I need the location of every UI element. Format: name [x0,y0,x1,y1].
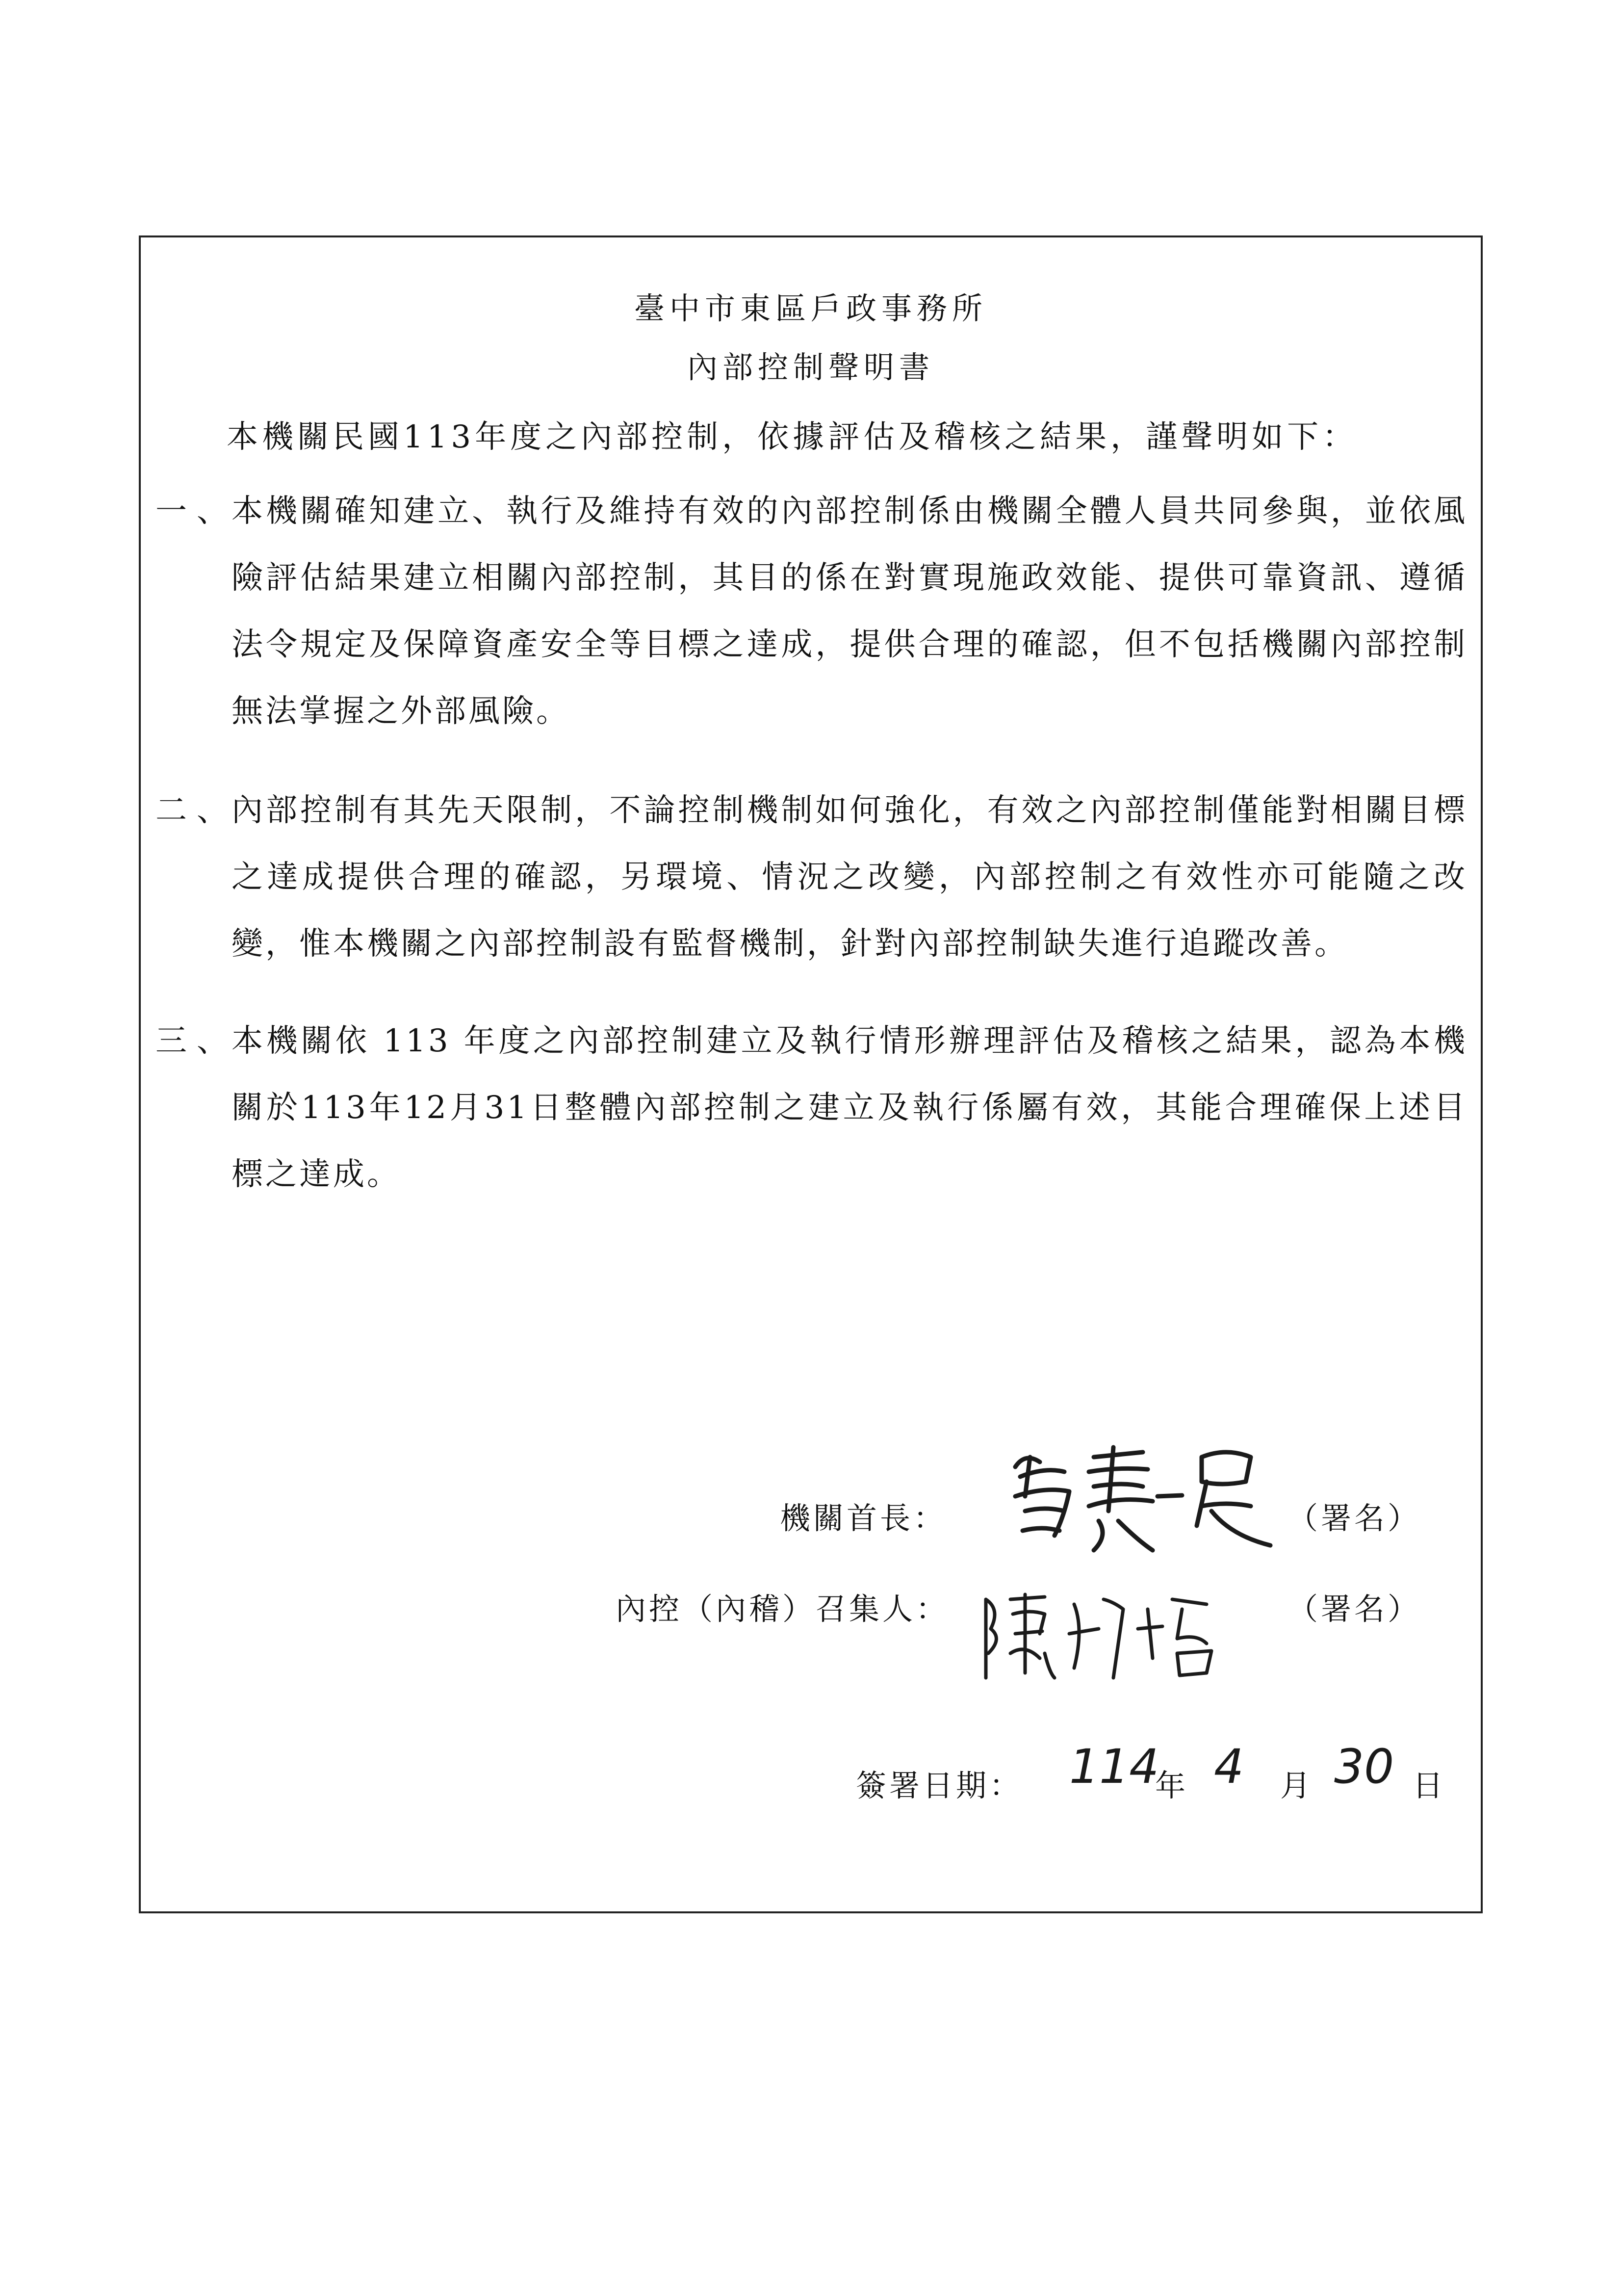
item-number: 一、 [155,493,238,529]
convener-sign-note: （署名） [1287,1591,1421,1627]
date-year: 114 [1069,1739,1159,1794]
head-label: 機關首長： [780,1500,947,1536]
date-label: 簽署日期： [856,1768,1023,1803]
declaration-frame [139,235,1483,1913]
document-title: 內部控制聲明書 [687,349,934,385]
head-sign-note: （署名） [1287,1500,1421,1536]
item-text: 內部控制有其先天限制，不論控制機制如何強化，有效之內部控制僅能對相關目標之達成提供合理的確認，另環境、情況之改變，內部控制之有效性亦可能隨之改變，惟本機關之內部控制設有監督機制，針對內部控制缺失進行追蹤改善。 [232,792,1468,962]
item-text: 本機關依 113 年度之內部控制建立及執行情形辦理評估及稽核之結果，認為本機關於113年12月31日整體內部控制之建立及執行係屬有效，其能合理確保上述目標之達成。 [232,1023,1468,1193]
agency-name: 臺中市東區戶政事務所 [634,290,987,326]
convener-label: 內控（內稽）召集人： [616,1591,950,1627]
intro-paragraph: 本機關民國113年度之內部控制，依據評估及稽核之結果，謹聲明如下： [227,419,1358,455]
date-day: 30 [1334,1739,1394,1794]
date-month-unit: 月 [1280,1768,1311,1803]
item-text: 本機關確知建立、執行及維持有效的內部控制係由機關全體人員共同參與，並依風險評估結果建立相關內部控制，其目的係在對實現施政效能、提供可靠資訊、遵循法令規定及保障資產安全等目標之達成，提供合理的確認，但不包括機關內部控制無法掌握之外部風險。 [232,493,1468,730]
date-year-unit: 年 [1155,1768,1186,1803]
item-number: 三、 [155,1023,238,1059]
head-signature-image [996,1437,1290,1585]
convener-signature-image [976,1580,1251,1697]
date-day-unit: 日 [1413,1768,1443,1803]
item-number: 二、 [155,792,238,829]
date-month: 4 [1214,1739,1244,1794]
